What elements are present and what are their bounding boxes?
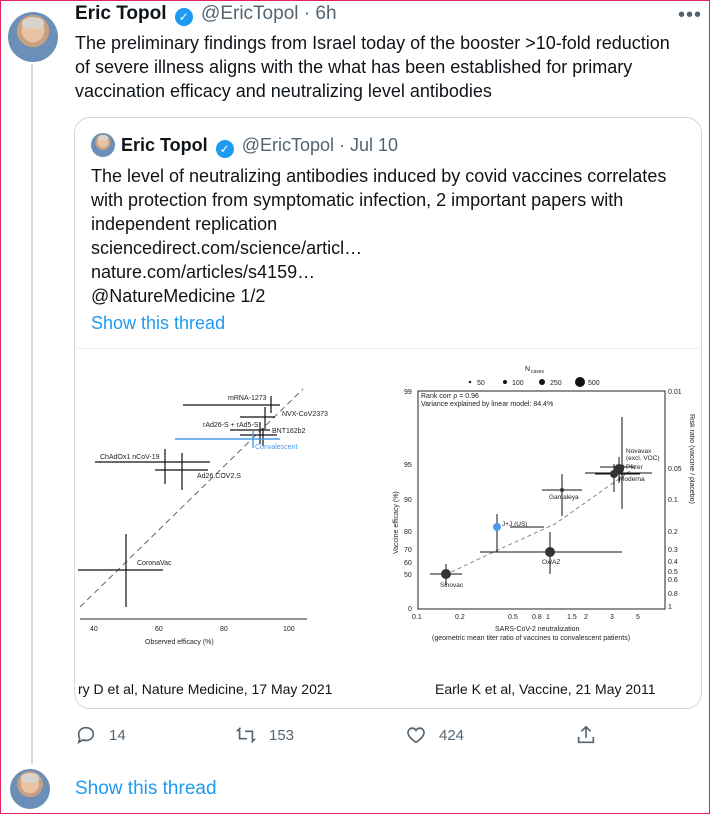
right-trend-line [445, 471, 630, 575]
reply-button[interactable] [75, 720, 126, 750]
right-errorbars [430, 417, 652, 585]
verified-badge-icon: ✓ [175, 8, 193, 26]
reply-count: 14 [109, 726, 126, 744]
legend-500: 500 [588, 380, 600, 387]
point-moderna [610, 470, 618, 478]
svg-text:1: 1 [546, 614, 550, 621]
legend-250: 250 [550, 380, 562, 387]
svg-text:50: 50 [404, 572, 412, 579]
label-corona: CoronaVac [137, 560, 172, 567]
svg-text:0.5: 0.5 [668, 569, 678, 576]
label-novavax2: (excl. VOC) [626, 455, 660, 462]
author-name[interactable]: Eric Topol [75, 3, 167, 24]
reply-icon [75, 724, 97, 746]
right-points [441, 464, 625, 579]
share-icon [575, 724, 597, 746]
tweet-header [75, 3, 337, 26]
left-chart [75, 349, 375, 649]
stat-rank: Rank corr ρ = 0.96 [421, 393, 479, 400]
retweet-icon [235, 724, 257, 746]
heart-icon [405, 724, 427, 746]
left-tick-60: 60 [155, 626, 163, 633]
quoted-show-thread-link[interactable]: Show this thread [91, 313, 226, 333]
label-bnt: BNT162b2 [272, 428, 306, 435]
author-handle[interactable]: @EricTopol [201, 3, 299, 24]
label-mrna: mRNA-1273 [228, 395, 267, 402]
retweet-count: 153 [269, 726, 295, 744]
tweet-text: The preliminary findings from Israel today of the booster >10-fold reduction of severe illness aligns with the what has been established for primary vaccination efficacy and neutralizing level antibodies [75, 33, 670, 101]
point-sinovac [441, 569, 451, 579]
left-tick-40: 40 [90, 626, 98, 633]
left-x-label: Observed efficacy (%) [145, 639, 214, 646]
like-count: 424 [439, 726, 465, 744]
svg-text:95: 95 [404, 462, 412, 469]
show-thread-link[interactable]: Show this thread [75, 778, 217, 799]
legend [469, 366, 600, 387]
svg-text:0.4: 0.4 [668, 559, 678, 566]
svg-text:0.1: 0.1 [412, 614, 422, 621]
avatar[interactable] [8, 12, 58, 62]
retweet-button[interactable] [235, 720, 294, 750]
svg-text:0.5: 0.5 [508, 614, 518, 621]
left-tick-80: 80 [220, 626, 228, 633]
svg-text:2: 2 [584, 614, 588, 621]
quoted-tweet[interactable] [74, 117, 702, 709]
quoted-author-name: Eric Topol [121, 135, 208, 155]
share-button[interactable] [575, 720, 597, 750]
label-gamaleya: Gamaleya [549, 494, 579, 501]
label-conv: Convalescent [255, 444, 298, 451]
more-dots-icon[interactable]: ••• [678, 4, 703, 26]
quoted-avatar [91, 133, 115, 157]
svg-text:60: 60 [404, 560, 412, 567]
quoted-header [121, 135, 398, 158]
quoted-author-handle: @EricTopol [241, 135, 335, 155]
point-gamaleya [560, 488, 564, 492]
svg-text:0.1: 0.1 [668, 497, 678, 504]
left-tick-100: 100 [283, 626, 295, 633]
legend-title: N [525, 366, 531, 373]
label-novavax: Novavax [626, 448, 652, 455]
right-y2-label: Risk ratio (vaccine / placebo) [688, 414, 695, 504]
right-x-label2: (geometric mean titer ratio of vaccines to convalescent patients) [432, 635, 631, 642]
svg-text:0.01: 0.01 [668, 389, 682, 396]
label-rad: rAd26-S + rAd5-S [203, 422, 259, 429]
svg-text:0.8: 0.8 [668, 591, 678, 598]
legend-100: 100 [512, 380, 524, 387]
point-jj [493, 523, 501, 531]
svg-text:0.2: 0.2 [455, 614, 465, 621]
label-oxaz: Ox/AZ [542, 559, 561, 566]
legend-sub: cases [531, 369, 545, 375]
tweet-time[interactable]: · 6h [303, 3, 337, 24]
label-jj: J+J (US) [502, 521, 528, 528]
right-chart [390, 349, 695, 649]
like-button[interactable] [405, 720, 464, 750]
legend-50: 50 [477, 380, 485, 387]
left-trend-line [80, 389, 303, 607]
label-pfizer: Pfizer [626, 464, 643, 471]
svg-text:0.05: 0.05 [668, 466, 682, 473]
right-y-label: Vaccine efficacy (%) [393, 491, 400, 554]
quoted-time: · Jul 10 [339, 135, 399, 155]
svg-text:5: 5 [636, 614, 640, 621]
svg-text:3: 3 [610, 614, 614, 621]
right-y2-ticks [668, 389, 682, 611]
verified-badge-icon: ✓ [216, 140, 234, 158]
svg-text:80: 80 [404, 529, 412, 536]
quoted-text: The level of neutralizing antibodies induced by covid vaccines correlates with protection from symptomatic infection, 2 important papers with independent replication sciencedirect.com/science/articl… nature.com/articles/s4159… @NatureMedicine 1/2 [91, 166, 667, 306]
svg-text:99: 99 [404, 389, 412, 396]
left-caption: ry D et al, Nature Medicine, 17 May 2021 [78, 681, 333, 697]
thread-line [31, 64, 33, 764]
right-x-label: SARS-CoV-2 neutralization [495, 626, 580, 633]
svg-text:0.6: 0.6 [668, 577, 678, 584]
right-x-ticks [412, 614, 640, 621]
svg-text:70: 70 [404, 547, 412, 554]
svg-text:0: 0 [408, 606, 412, 613]
svg-text:0.8: 0.8 [532, 614, 542, 621]
point-oxaz [545, 547, 555, 557]
svg-text:90: 90 [404, 497, 412, 504]
tweet-actions [75, 720, 635, 750]
label-sinovac: Sinovac [440, 582, 464, 589]
right-plot-frame [418, 391, 665, 609]
quoted-media[interactable] [75, 348, 701, 709]
svg-text:0.2: 0.2 [668, 529, 678, 536]
label-ad26: Ad26.COV2.S [197, 473, 241, 480]
label-chad: ChAdOx1 nCoV-19 [100, 454, 160, 461]
label-moderna: Moderna [619, 476, 645, 483]
svg-text:1.5: 1.5 [567, 614, 577, 621]
right-y-ticks [404, 389, 412, 613]
svg-text:1: 1 [668, 604, 672, 611]
stat-variance: Variance explained by linear model: 84.4% [421, 401, 554, 408]
footer-avatar[interactable] [10, 769, 50, 809]
right-caption: Earle K et al, Vaccine, 21 May 2011 [435, 681, 656, 697]
svg-text:0.3: 0.3 [668, 547, 678, 554]
label-nvx: NVX-CoV2373 [282, 411, 328, 418]
